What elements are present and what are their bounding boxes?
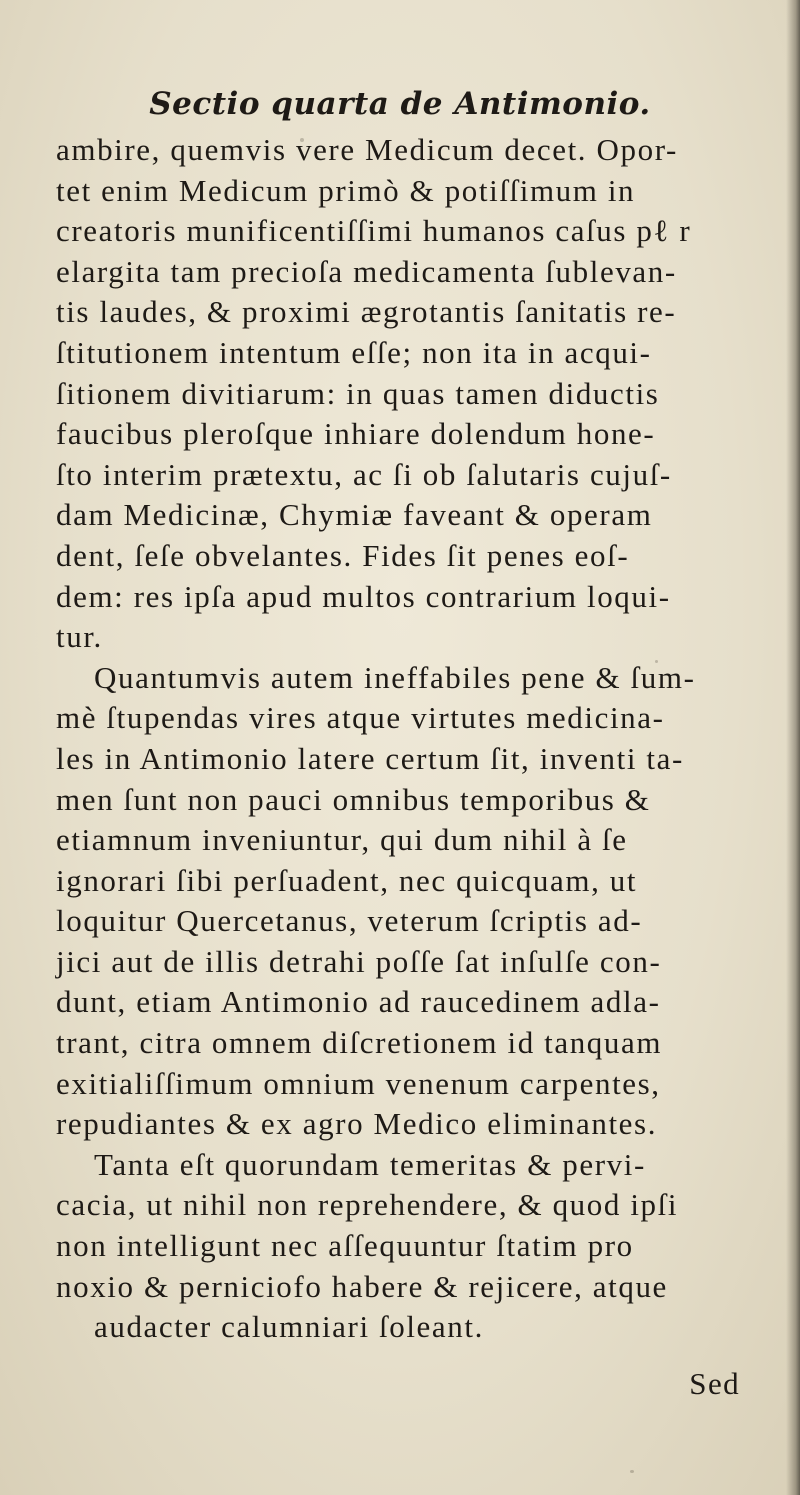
text-line: dent, ſeſe obvelantes. Fides ſit penes eoſ- (56, 537, 630, 573)
body-text (56, 130, 796, 1348)
text-line: ambire, quemvis vere Medicum decet. Opor- (56, 132, 678, 167)
running-title: Sectio quarta de Antimonio. (149, 86, 651, 122)
text-line: men ſunt non pauci omnibus temporibus & (56, 781, 651, 817)
paper-speck (300, 138, 304, 142)
text-line: elargita tam precioſa medicamenta ſublevan- (56, 253, 677, 289)
paragraph-start-line: Tanta eſt quorundam temeritas & pervi- (94, 1146, 646, 1182)
text-line: creatoris munificentiſſimi humanos caſus pℓ r (56, 213, 692, 249)
text-line: tur. (56, 619, 103, 655)
text-line: ſtitutionem intentum eſſe; non ita in acqui- (56, 334, 652, 370)
text-line: cacia, ut nihil non reprehendere, & quod ipſi (56, 1187, 679, 1223)
text-line: repudiantes & ex agro Medico eliminantes. (56, 1106, 658, 1142)
text-line: etiamnum inveniuntur, qui dum nihil à ſe (56, 822, 628, 858)
text-line: jici aut de illis detrahi poſſe ſat inſulſe con- (56, 943, 662, 979)
text-line: tet enim Medicum primò & potiſſimum in (56, 172, 636, 208)
paper-speck (630, 1470, 634, 1473)
text-line: non intelligunt nec aſſequuntur ſtatim pro (56, 1228, 634, 1264)
text-line: noxio & perniciofo habere & rejicere, atque (56, 1268, 668, 1304)
catchword: Sed (689, 1366, 740, 1401)
text-line: exitialiſſimum omnium venenum carpentes, (56, 1065, 661, 1101)
text-line: dem: res ipſa apud multos contrarium loqui- (56, 578, 671, 614)
text-line: dunt, etiam Antimonio ad raucedinem adla- (56, 984, 661, 1020)
text-line: dam Medicinæ, Chymiæ faveant & operam (56, 497, 653, 533)
text-line: les in Antimonio latere certum ſit, inventi ta- (56, 740, 684, 776)
text-line: trant, citra omnem diſcretionem id tanquam (56, 1025, 663, 1061)
text-line: loquitur Quercetanus, veterum ſcriptis ad- (56, 903, 643, 939)
text-line: ſto interim prætextu, ac ſi ob ſalutaris cujuſ- (56, 456, 672, 492)
paper-speck (655, 660, 658, 663)
text-line: ignorari ſibi perſuadent, nec quicquam, ut (56, 862, 638, 898)
paragraph-start-line: Quantumvis autem ineffabiles pene & ſum- (94, 659, 696, 695)
text-line: ſitionem divitiarum: in quas tamen diductis (56, 375, 660, 411)
text-line: tis laudes, & proximi ægrotantis ſanitatis re- (56, 294, 677, 330)
text-line: audacter calumniari ſoleant. (94, 1309, 484, 1345)
text-line: faucibus pleroſque inhiare dolendum hone- (56, 416, 656, 452)
text-line: mè ſtupendas vires atque virtutes medicina- (56, 700, 665, 736)
